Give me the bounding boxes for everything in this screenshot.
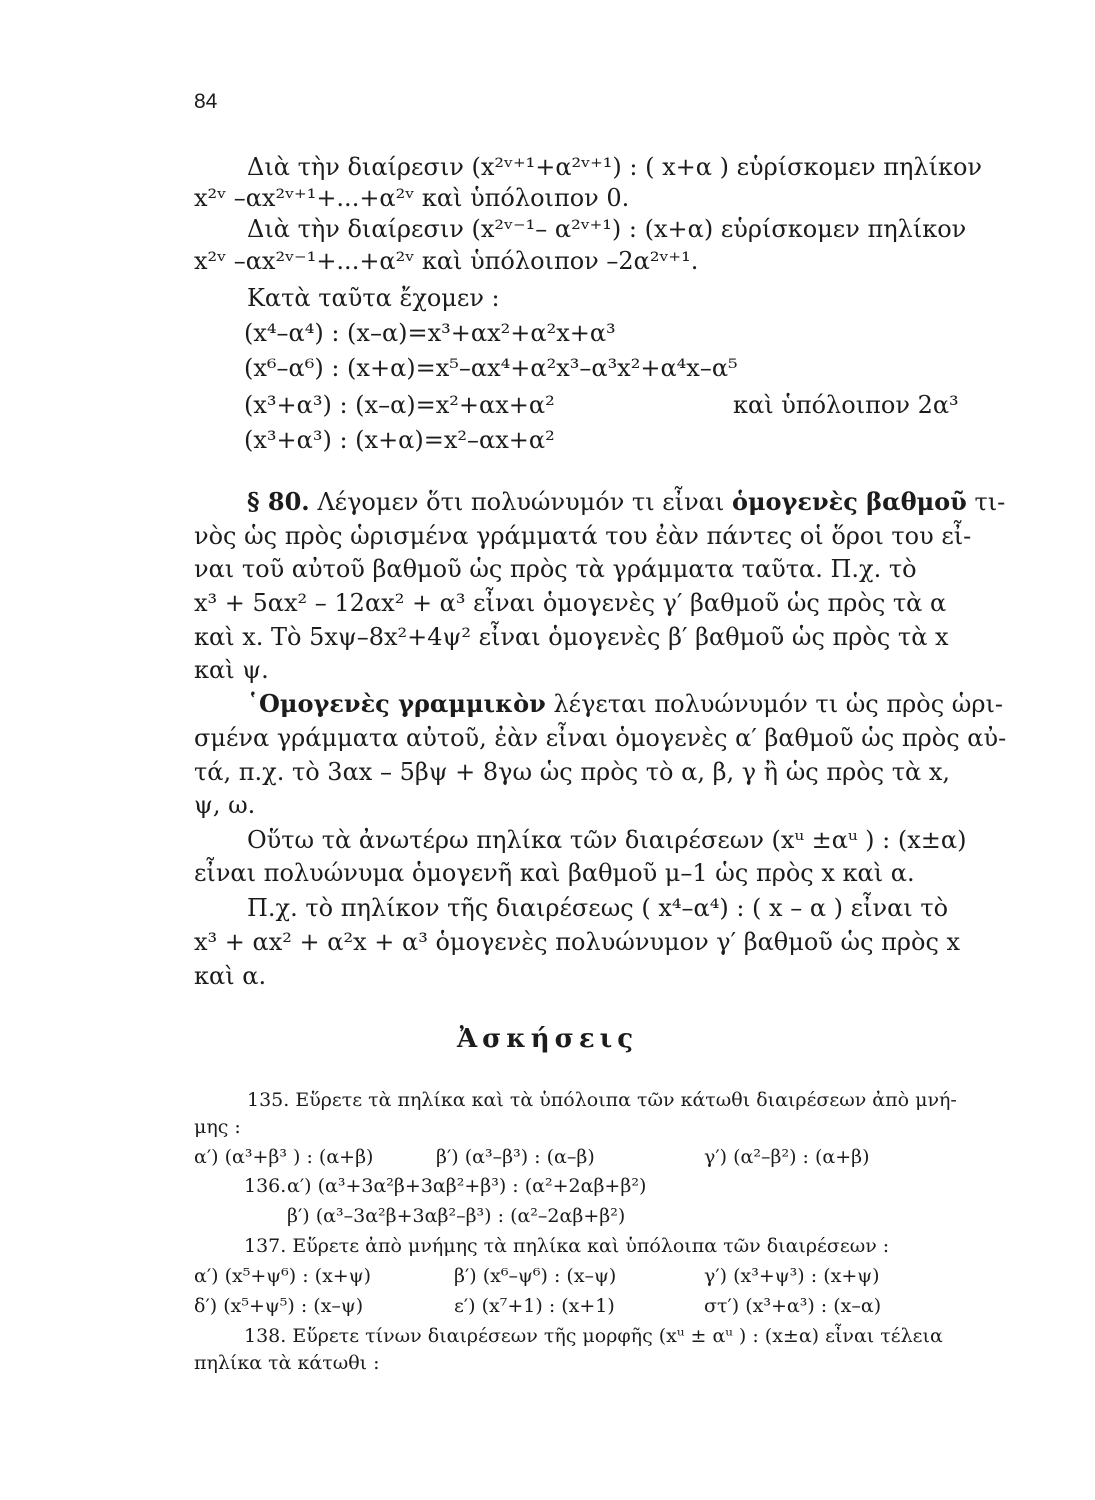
text-line: x³ + αx² + α²x + α³ ὁμογενὲς πολυώνυμον γ′ βαθμοῦ ὡς πρὸς x — [194, 928, 961, 956]
exercise-item: στ′) (x³+α³) : (x–α) — [704, 1295, 882, 1317]
exercise-item: β′) (α³–β³) : (α–β) — [436, 1146, 595, 1168]
text-line: καὶ α. — [194, 962, 267, 990]
defined-term: ῾Ομογενὲς γραμμικὸν — [247, 689, 546, 718]
exercises-heading: Ἀσκήσεις — [456, 1024, 639, 1054]
defined-term: ὁμογενὲς βαθμοῦ — [731, 487, 967, 516]
text-line: τά, π.χ. τὸ 3αx – 5βψ + 8γω ὡς πρὸς τὸ α, β, γ ἢ ὡς πρὸς τὰ x, — [194, 758, 951, 786]
exercise-item: ε′) (x⁷+1) : (x+1) — [454, 1295, 615, 1317]
text-line: x²ᵛ –αx²ᵛ⁺¹+...+α²ᵛ καὶ ὑπόλοιπον 0. — [194, 184, 630, 212]
text-line: ναι τοῦ αὐτοῦ βαθμοῦ ὡς πρὸς τὰ γράμματα ταῦτα. Π.χ. τὸ — [194, 555, 917, 583]
exercise-item: α′) (x⁵+ψ⁶) : (x+ψ) — [194, 1265, 372, 1287]
formula: (x³+α³) : (x+α)=x²–αx+α² — [244, 426, 555, 454]
exercise-item: δ′) (x⁵+ψ⁵) : (x–ψ) — [194, 1295, 364, 1317]
exercise-item: γ′) (α²–β²) : (α+β) — [704, 1146, 870, 1168]
section-intro-end: τι- — [974, 488, 1006, 516]
exercise-136-label: 136. — [244, 1175, 287, 1197]
exercise-137: 137. Εὕρετε ἀπὸ μνήμης τὰ πηλίκα καὶ ὑπόλοιπα τῶν διαιρέσεων : — [244, 1235, 890, 1257]
exercise-item: γ′) (x³+ψ³) : (x+ψ) — [704, 1265, 880, 1287]
text-line: σμένα γράμματα αὐτοῦ, ἐὰν εἶναι ὁμογενὲς α′ βαθμοῦ ὡς πρὸς αὐ- — [194, 724, 1007, 752]
text-line: εἶναι πολυώνυμα ὁμογενῆ καὶ βαθμοῦ μ–1 ὡς πρὸς x καὶ α. — [194, 859, 915, 887]
formula: (x³+α³) : (x–α)=x²+αx+α² — [244, 391, 555, 419]
section-number: § 80. — [247, 487, 310, 516]
text-line: Κατὰ ταῦτα ἔχομεν : — [247, 284, 500, 312]
exercise-138-cont: πηλίκα τὰ κάτωθι : — [194, 1352, 380, 1374]
page-number: 84 — [194, 90, 218, 113]
text-line: Διὰ τὴν διαίρεσιν (x²ᵛ⁺¹+α²ᵛ⁺¹) : ( x+α ) εὑρίσκομεν πηλίκον — [247, 153, 983, 181]
section-intro: Λέγομεν ὅτι πολυώνυμόν τι εἶναι — [317, 488, 725, 516]
exercise-item: β′) (x⁶–ψ⁶) : (x–ψ) — [454, 1265, 617, 1287]
formula-note: καὶ ὑπόλοιπον 2α³ — [733, 391, 959, 419]
exercise-item: β′) (α³–3α²β+3αβ²–β³) : (α²–2αβ+β²) — [287, 1205, 626, 1227]
exercise-item: α′) (α³+β³ ) : (α+β) — [194, 1146, 374, 1168]
formula: (x⁶–α⁶) : (x+α)=x⁵–αx⁴+α²x³–α³x²+α⁴x–α⁵ — [244, 354, 738, 382]
text-line: x³ + 5αx² – 12αx² + α³ εἶναι ὁμογενὲς γ′ βαθμοῦ ὡς πρὸς τὰ α — [194, 589, 947, 617]
exercise-item: α′) (α³+3α²β+3αβ²+β³) : (α²+2αβ+β²) — [287, 1175, 647, 1197]
text-line: νὸς ὡς πρὸς ὡρισμένα γράμματά του ἐὰν πάντες οἱ ὅροι του εἶ- — [194, 522, 972, 550]
formula: (x⁴–α⁴) : (x–α)=x³+αx²+α²x+α³ — [244, 319, 616, 347]
exercise-138: 138. Εὕρετε τίνων διαιρέσεων τῆς μορφῆς (xᵘ ± αᵘ ) : (x±α) εἶναι τέλεια — [244, 1325, 943, 1347]
exercise-135-cont: μης : — [194, 1116, 241, 1138]
text-line: καὶ ψ. — [194, 656, 269, 684]
text-line: x²ᵛ –αx²ᵛ⁻¹+...+α²ᵛ καὶ ὑπόλοιπον –2α²ᵛ⁺¹. — [194, 247, 699, 275]
linear-rest: λέγεται πολυώνυμόν τι ὡς πρὸς ὡρι- — [553, 690, 1003, 718]
linear-first-line — [247, 689, 1003, 719]
text-line: ψ, ω. — [194, 791, 256, 819]
section-80-first-line — [247, 487, 1005, 517]
text-line: καὶ x. Τὸ 5xψ–8x²+4ψ² εἶναι ὁμογενὲς β′ βαθμοῦ ὡς πρὸς τὰ x — [194, 623, 949, 651]
exercise-135: 135. Εὕρετε τὰ πηλίκα καὶ τὰ ὑπόλοιπα τῶν κάτωθι διαιρέσεων ἀπὸ μνή- — [247, 1089, 957, 1111]
text-line: Οὕτω τὰ ἀνωτέρω πηλίκα τῶν διαιρέσεων (xᵘ ±αᵘ ) : (x±α) — [247, 826, 967, 854]
text-line: Διὰ τὴν διαίρεσιν (x²ᵛ⁻¹– α²ᵛ⁺¹) : (x+α) εὑρίσκομεν πηλίκον — [247, 215, 967, 243]
text-line: Π.χ. τὸ πηλίκον τῆς διαιρέσεως ( x⁴–α⁴) : ( x – α ) εἶναι τὸ — [247, 894, 949, 922]
